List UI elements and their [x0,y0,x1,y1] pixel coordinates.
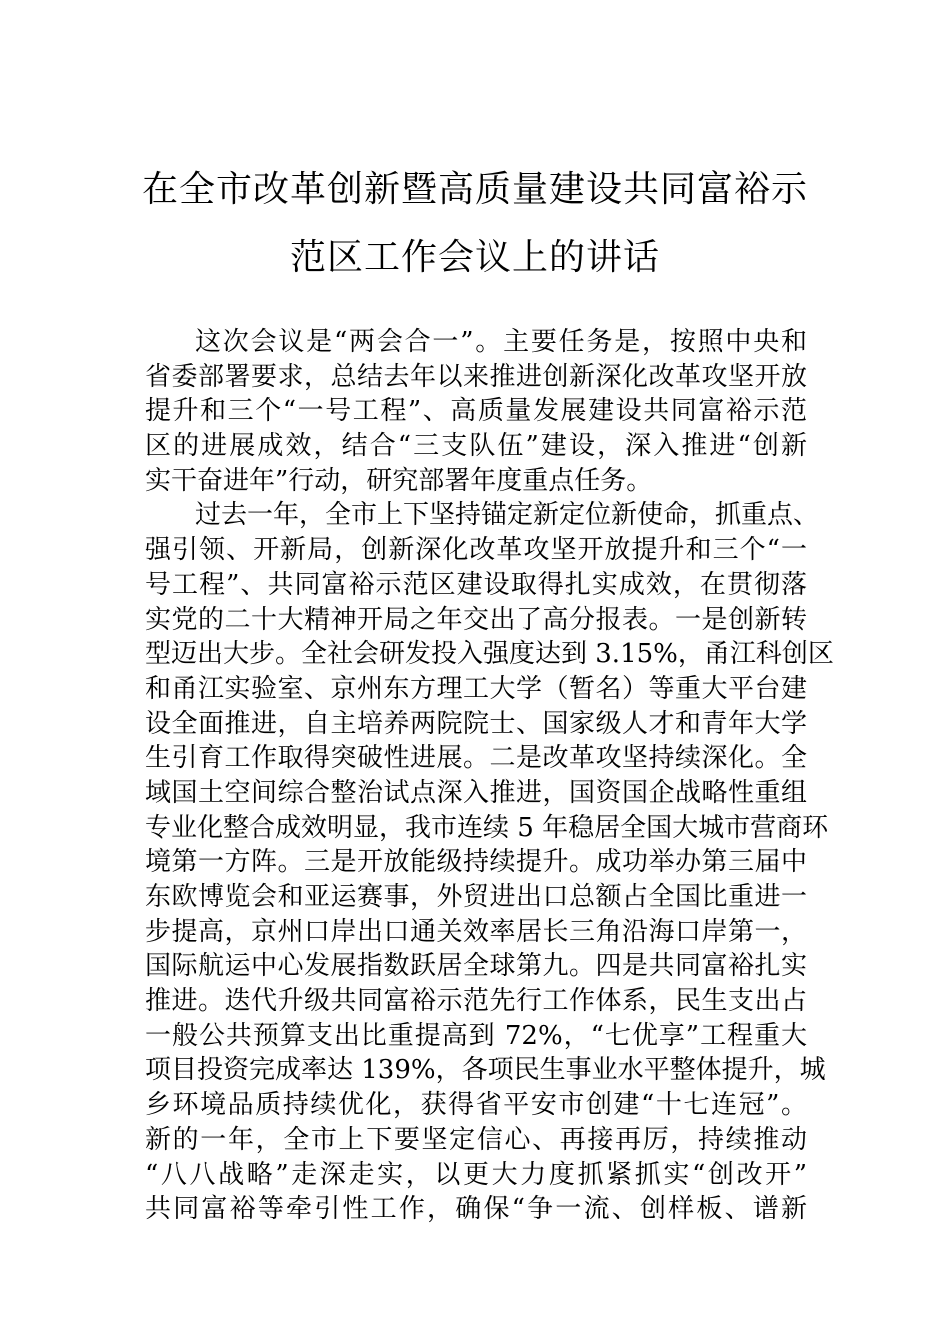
document-title-line-2: 范区工作会议上的讲话 [289,237,660,278]
document-body [145,325,834,1227]
paragraph-2-line: 专业化整合成效明显，我市连续 5 年稳居全国大城市营商环 [145,812,829,843]
paragraph-2-line: 东欧博览会和亚运赛事，外贸进出口总额占全国比重进一 [145,882,807,912]
paragraph-2-line: 新的一年，全市上下要坚定信心、再接再厉，持续推动 [145,1124,807,1155]
paragraph-1-line: 提升和三个“一号工程”、高质量发展建设共同富裕示范 [145,396,807,427]
paragraph-2-line: 推进。迭代升级共同富裕示范先行工作体系，民生支出占 [145,986,807,1017]
paragraph-2-line: 强引领、开新局，创新深化改革攻坚开放提升和三个“一 [145,535,807,566]
paragraph-2-line: 和甬江实验室、京州东方理工大学（暂名）等重大平台建 [145,673,807,704]
paragraph-1-line: 实干奋进年”行动，研究部署年度重点任务。 [145,465,653,496]
paragraph-2-line: 一般公共预算支出比重提高到 72%，“七优享”工程重大 [145,1020,807,1051]
paragraph-2-line: 共同富裕等牵引性工作，确保“争一流、创样板、谱新 [145,1194,807,1225]
paragraph-2-line: 项目投资完成率达 139%，各项民生事业水平整体提升，城 [145,1055,826,1086]
paragraph-2-line: 型迈出大步。全社会研发投入强度达到 3.15%，甬江科创区 [145,639,834,670]
paragraph-2-line: 乡环境品质持续优化，获得省平安市创建“十七连冠”。 [145,1090,807,1121]
paragraph-2-line: 境第一方阵。三是开放能级持续提升。成功举办第三届中 [145,847,807,878]
paragraph-2-line: 生引育工作取得突破性进展。二是改革攻坚持续深化。全 [145,743,807,774]
paragraph-1-line: 这次会议是“两会合一”。主要任务是，按照中央和 [195,327,807,357]
document-title-line-1: 在全市改革创新暨高质量建设共同富裕示 [141,169,808,210]
paragraph-2-line: 步提高，京州口岸出口通关效率居长三角沿海口岸第一， [145,916,807,947]
paragraph-2-line: 实党的二十大精神开局之年交出了高分报表。一是创新转 [145,604,807,635]
paragraph-2-line: 过去一年，全市上下坚持锚定新定位新使命，抓重点、 [195,500,820,531]
paragraph-1-line: 区的进展成效，结合“三支队伍”建设，深入推进“创新 [145,431,807,462]
paragraph-2-line: 设全面推进，自主培养两院院士、国家级人才和青年大学 [145,708,807,739]
paragraph-2-line: 国际航运中心发展指数跃居全球第九。四是共同富裕扎实 [145,951,807,982]
paragraph-1-line: 省委部署要求，总结去年以来推进创新深化改革攻坚开放 [145,361,807,392]
paragraph-2-line: 号工程”、共同富裕示范区建设取得扎实成效，在贯彻落 [145,569,807,600]
paragraph-2-line: “八八战略”走深走实，以更大力度抓紧抓实“创改开” [145,1159,807,1190]
paragraph-2-line: 域国土空间综合整治试点深入推进，国资国企战略性重组 [145,777,807,808]
